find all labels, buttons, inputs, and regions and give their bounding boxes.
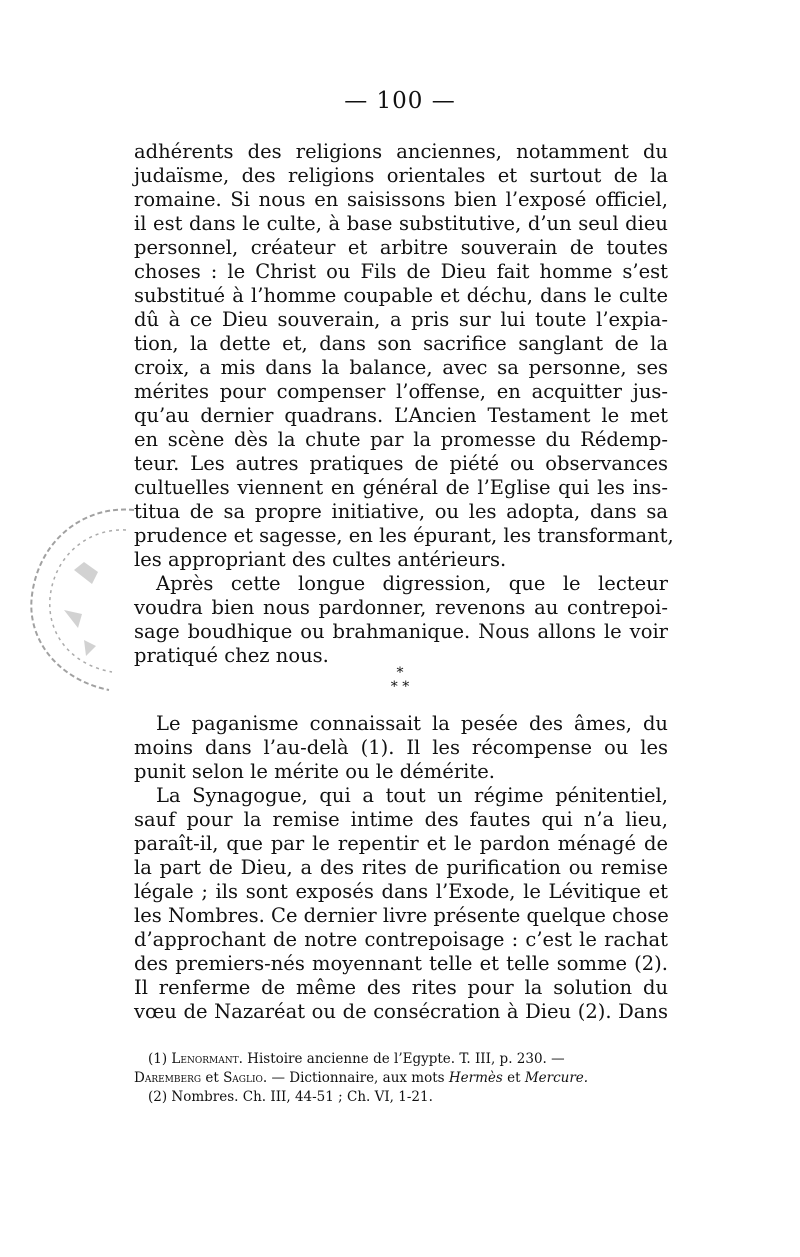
body-top-line: prudence et sagesse, en les épurant, les transformant, bbox=[134, 524, 674, 547]
body-top-line: en scène dès la chute par la promesse du Rédemp- bbox=[134, 428, 668, 451]
library-stamp bbox=[14, 500, 154, 700]
footnote-1-number: (1) bbox=[148, 1051, 168, 1067]
body-bottom-line: des premiers-nés moyennant telle et telle somme (2). bbox=[134, 952, 668, 975]
footnotes bbox=[134, 1050, 668, 1107]
body-top-line: Après cette longue digression, que le lecteur bbox=[156, 572, 668, 595]
body-bottom-line: vœu de Nazaréat ou de consécration à Dieu (2). Dans bbox=[134, 1000, 668, 1023]
body-bottom-line: légale ; ils sont exposés dans l’Exode, le Lévitique et bbox=[134, 880, 668, 903]
body-bottom-line: La Synagogue, qui a tout un régime pénitentiel, bbox=[156, 784, 668, 807]
body-top-line: croix, a mis dans la balance, avec sa personne, ses bbox=[134, 356, 668, 379]
body-top-line: les appropriant des cultes antérieurs. bbox=[134, 548, 507, 571]
body-top-line: dû à ce Dieu souverain, a pris sur lui toute l’expia- bbox=[134, 308, 668, 331]
body-bottom-line: d’approchant de notre contrepoisage : c’est le rachat bbox=[134, 928, 668, 951]
body-text-bottom bbox=[134, 712, 668, 1024]
body-bottom-line: Il renferme de même des rites pour la solution du bbox=[134, 976, 668, 999]
body-top-line: judaïsme, des religions orientales et surtout de la bbox=[134, 164, 668, 187]
body-text-top bbox=[134, 140, 674, 668]
footnote-1-continued bbox=[134, 1069, 668, 1088]
body-bottom-line: sauf pour la remise intime des fautes qui n’a lieu, bbox=[134, 808, 668, 831]
body-bottom-line: punit selon le mérite ou le démérite. bbox=[134, 760, 495, 783]
asterism-top: * bbox=[396, 665, 404, 681]
footnote-1-word-1: Hermès bbox=[448, 1070, 503, 1086]
footnote-1-word-2: Mercure. bbox=[524, 1070, 589, 1086]
footnote-1-author-2: Daremberg bbox=[134, 1070, 202, 1086]
body-top-line: mérites pour compenser l’offense, en acquitter jus- bbox=[134, 380, 668, 403]
body-top-line: il est dans le culte, à base substitutive, d’un seul dieu bbox=[134, 212, 668, 235]
body-top-line: adhérents des religions anciennes, notamment du bbox=[134, 140, 668, 163]
footnote-1-author: Lenormant. bbox=[171, 1051, 243, 1067]
body-bottom-line: paraît-il, que par le repentir et le pardon ménagé de bbox=[134, 832, 668, 855]
footnote-1-conj: et bbox=[205, 1070, 219, 1086]
footnote-1-author-3: Saglio. bbox=[223, 1070, 268, 1086]
body-top-line: teur. Les autres pratiques de piété ou observances bbox=[134, 452, 668, 475]
body-bottom-line: la part de Dieu, a des rites de purification ou remise bbox=[134, 856, 668, 879]
body-top-line: pratiqué chez nous. bbox=[134, 644, 329, 667]
body-top-line: titua de sa propre initiative, ou les adopta, dans sa bbox=[134, 500, 668, 523]
body-top-line: choses : le Christ ou Fils de Dieu fait homme s’est bbox=[134, 260, 668, 283]
body-top-line: personnel, créateur et arbitre souverain de toutes bbox=[134, 236, 668, 259]
footnote-1-text: Histoire ancienne de l’Egypte. T. III, p. 230. — bbox=[247, 1051, 565, 1067]
asterism-bottom: * * bbox=[390, 679, 410, 695]
footnote-2: (2) Nombres. Ch. III, 44-51 ; Ch. VI, 1-21. bbox=[148, 1089, 433, 1105]
body-top-line: qu’au dernier quadrans. L’Ancien Testament le met bbox=[134, 404, 668, 427]
footnote-1-conj-2: et bbox=[507, 1070, 521, 1086]
body-bottom-line: Le paganisme connaissait la pesée des âmes, du bbox=[156, 712, 668, 735]
body-bottom-line: les Nombres. Ce dernier livre présente quelque chose bbox=[134, 904, 669, 927]
body-top-line: sage boudhique ou brahmanique. Nous allons le voir bbox=[134, 620, 668, 643]
body-top-line: cultuelles viennent en général de l’Eglise qui les ins- bbox=[134, 476, 668, 499]
footnote-1-text-2: — Dictionnaire, aux mots bbox=[271, 1070, 445, 1086]
body-top-line: romaine. Si nous en saisissons bien l’exposé officiel, bbox=[134, 188, 668, 211]
body-top-line: substitué à l’homme coupable et déchu, dans le culte bbox=[134, 284, 668, 307]
body-bottom-line: moins dans l’au-delà (1). Il les récompense ou les bbox=[134, 736, 668, 759]
body-top-line: voudra bien nous pardonner, revenons au contrepoi- bbox=[134, 596, 668, 619]
footnote-1 bbox=[134, 1050, 668, 1069]
body-top-line: tion, la dette et, dans son sacrifice sanglant de la bbox=[134, 332, 668, 355]
page-number: — 100 — bbox=[344, 88, 456, 114]
